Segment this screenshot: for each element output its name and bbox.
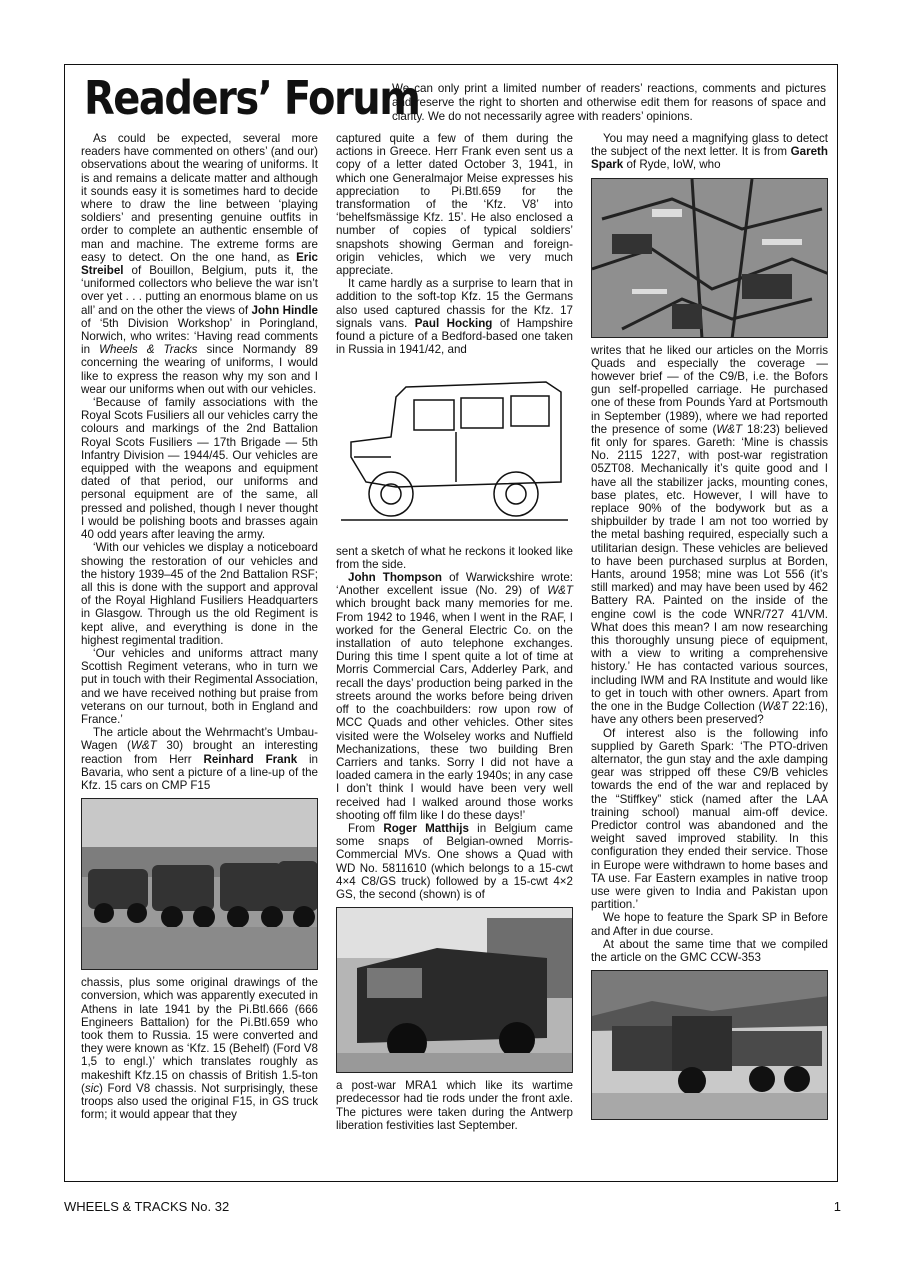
photo-morris-mra1 [336, 907, 573, 1073]
paragraph: ‘Because of family associations with the Royal Scots Fusiliers all our vehicles carry the colours and markings of the 2nd Battalion Royal Scots Fusiliers — 17th Brigade — 5th Infantry Division — 1944/45. Our vehicles are equipped with the weapons and equipment dated of that period, our uniforms and personal equipment are of the same, all pressed and polished, though I never thought I would be polishing boots and brasses again 40 odd years after leaving the army. [81, 396, 318, 542]
footer-page-number: 1 [833, 1199, 841, 1214]
column-1 [81, 132, 318, 1121]
paragraph: Of interest also is the following info supplied by Gareth Spark: ‘The PTO-driven alternator, the gun stay and the axle damping gear was stripped off these C9/B vehicles towards the end of the war and replaced by the “Stiffkey” stick (named after the LAA training school) manual aim-off device. Predictor control was abandoned and the weight saved improved stability. In this configuration they ended their service. Those in Europe were withdrawn to home bases and TA use. Far Eastern examples in native troop use were given to India and Pakistan upon partition.’ [591, 726, 828, 912]
paragraph: It came hardly as a surprise to learn that in addition to the soft-top Kfz. 15 the Germans also used captured chassis for the Kfz. 17 signals vans. Paul Hocking of Hampshire found a picture of a Bedford-based one taken in Russia in 1941/42, and [336, 277, 573, 357]
paragraph: sent a sketch of what he reckons it looked like from the side. [336, 544, 573, 571]
column-2 [336, 132, 573, 1132]
page-title: Readers’ Forum [84, 72, 420, 126]
paragraph: From Roger Matthijs in Belgium came some snaps of Belgian-owned Morris-Commercial MVs. One shows a Quad with WD No. 5811610 (which belongs to a 15-cwt 4×4 C8/GS truck) followed by a 15-cwt 4×2 GS, the second (shown) is of [336, 821, 573, 901]
photo-gmc-truck [591, 970, 828, 1120]
photo-c9b-scrapyard [591, 178, 828, 338]
photo-kfz15-lineup [81, 798, 318, 970]
paragraph: As could be expected, several more readers have commented on others’ (and our) observations about the wearing of uniforms. It is and remains a delicate matter and although it sounds easy it is sometimes hard to decide where to draw the line between ‘playing soldiers’ and presenting genuine outfits in order to complete an authentic ensemble of man and machine. The extreme forms are easy to detect. On the one hand, as Eric Streibel of Bouillon, Belgium, puts it, the ‘uniformed collectors who believe the war isn’t over yet . . . putting an enormous blame on us all’ and on the other the views of John Hindle of ‘5th Division Workshop’ in Poringland, Norwich, who writes: ‘Having read comments in Wheels & Tracks since Normandy 89 concerning the wearing of uniforms, I would like to express the reason why my son and I wear our uniforms when out with our vehicles. [81, 132, 319, 396]
paragraph: writes that he liked our articles on the Morris Quads and especially the coverage — however brief — of the C9/B, i.e. the Bofors gun self-propelled carriage. He purchased one of these from Pounds Yard at Portsmouth in September (1989), where we had reported the presence of some (W&T 18:23) believed fit only for spares. Gareth: ‘Mine is chassis No. 2115 1227, with post-war registration 05ZT08. Mechanically it’s quite good and I have all the stabilizer jacks, mounting cones, base plates, etc. However, I will have to replace 90% of the bodywork but as a shipbuilder by trade I am not too worried by the metal bashing required, especially such a utilitarian design. These vehicles are believed to have been purchased surplus at Borden, Hants, around 1958; mine was Lot 556 (it’s still marked) and may have been used by 462 Battery RA. Painted on the inside of the engine cowl is the code WNR/727 41/VM. What does this mean? I am now researching this thoroughly unsung piece of equipment, with a view to writing a comprehensive history.’ He has contacted various sources, including IWM and RA Institute and would like to get in touch with other owners. Apart from the one in the Budge Collection (W&T 22:16), have any others been preserved? [591, 343, 828, 727]
paragraph: ‘With our vehicles we display a noticeboard showing the restoration of our vehicles and the history 1939–45 of the 2nd Battalion RSF; all this is done with the support and approval of the Royal Highland Fusiliers Headquarters in Glasgow. Through us the old Regiment is kept alive, and everything is done in the highest regimental tradition. [81, 541, 318, 647]
paragraph: The article about the Wehrmacht’s Umbau-Wagen (W&T 30) brought an interesting reaction from Herr Reinhard Frank in Bavaria, who sent a picture of a line-up of the Kfz. 15 cars on CMP F15 [81, 726, 318, 792]
paragraph: chassis, plus some original drawings of the conversion, which was apparently executed in Athens in late 1941 by the Pi.Btl.666 (666 Engineers Battalion) for the Pi.Btl.659 who took them to Russia. 15 were converted and they were known as ‘Kfz. 15 (Behelf) (Ford V8 1,5 to engl.)’ which translates roughly as makeshift Kfz.15 on chassis of British 1.5-ton (sic) Ford V8 chassis. Not surprisingly, these troops also used the original F15, in GS truck form; it would appear that they [81, 976, 318, 1122]
column-3 [591, 132, 828, 1126]
paragraph: You may need a magnifying glass to detect the subject of the next letter. It is from Gareth Spark of Ryde, IoW, who [591, 132, 828, 172]
paragraph: captured quite a few of them during the actions in Greece. Herr Frank even sent us a copy of a letter dated October 3, 1941, in which one Generalmajor Meise expresses his appreciation to Pi.Btl.659 for the transformation of the ‘Kfz. V8’ into ‘behelfsmässige Kfz. 15’. He also enclosed a number of copies of typical soldiers’ snapshots showing German and foreign-origin vehicles, which we very much appreciate. [336, 132, 573, 278]
footer-magazine-title: WHEELS & TRACKS No. 32 [64, 1199, 230, 1214]
paragraph: At about the same time that we compiled the article on the GMC CCW-353 [591, 937, 828, 964]
paragraph: John Thompson of Warwickshire wrote: ‘Another excellent issue (No. 29) of W&T which brought back many memories for me. From 1942 to 1946, when I went in the RAF, I worked for the General Electric Co. on the installation of auto telephone exchanges. During this time I spent quite a lot of time at Morris Commercial Cars, Adderley Park, and recall the days’ production being parked in the streets around the works before being driven off to the coachbuilders: row upon row of MCC Quads and other vehicles. Other sites visited were the Wolseley works and Nuffield Mechanizations, these two building Bren Carriers and tanks. Sorry I did not have a loaded camera in the early 1940s; in any case I don’t think I would have been very well received had I walked around those works shooting off film like I do these days!’ [336, 571, 573, 822]
intro-note: We can only print a limited number of readers’ reactions, comments and pictures and reserve the right to shorten and otherwise edit them for reasons of space and clarity. We do not necessarily agree with readers’ opinions. [392, 82, 826, 123]
paragraph: We hope to feature the Spark SP in Before and After in due course. [591, 911, 828, 938]
paragraph: ‘Our vehicles and uniforms attract many Scottish Regiment veterans, who in turn we put in touch with their Regimental Association, and we have received nothing but praise from veterans on our turnout, both in England and France.’ [81, 646, 318, 726]
drawing-kfz17-sketch [336, 362, 573, 540]
paragraph: a post-war MRA1 which like its wartime predecessor had tie rods under the front axle. The pictures were taken during the Antwerp liberation festivities last September. [336, 1079, 573, 1132]
